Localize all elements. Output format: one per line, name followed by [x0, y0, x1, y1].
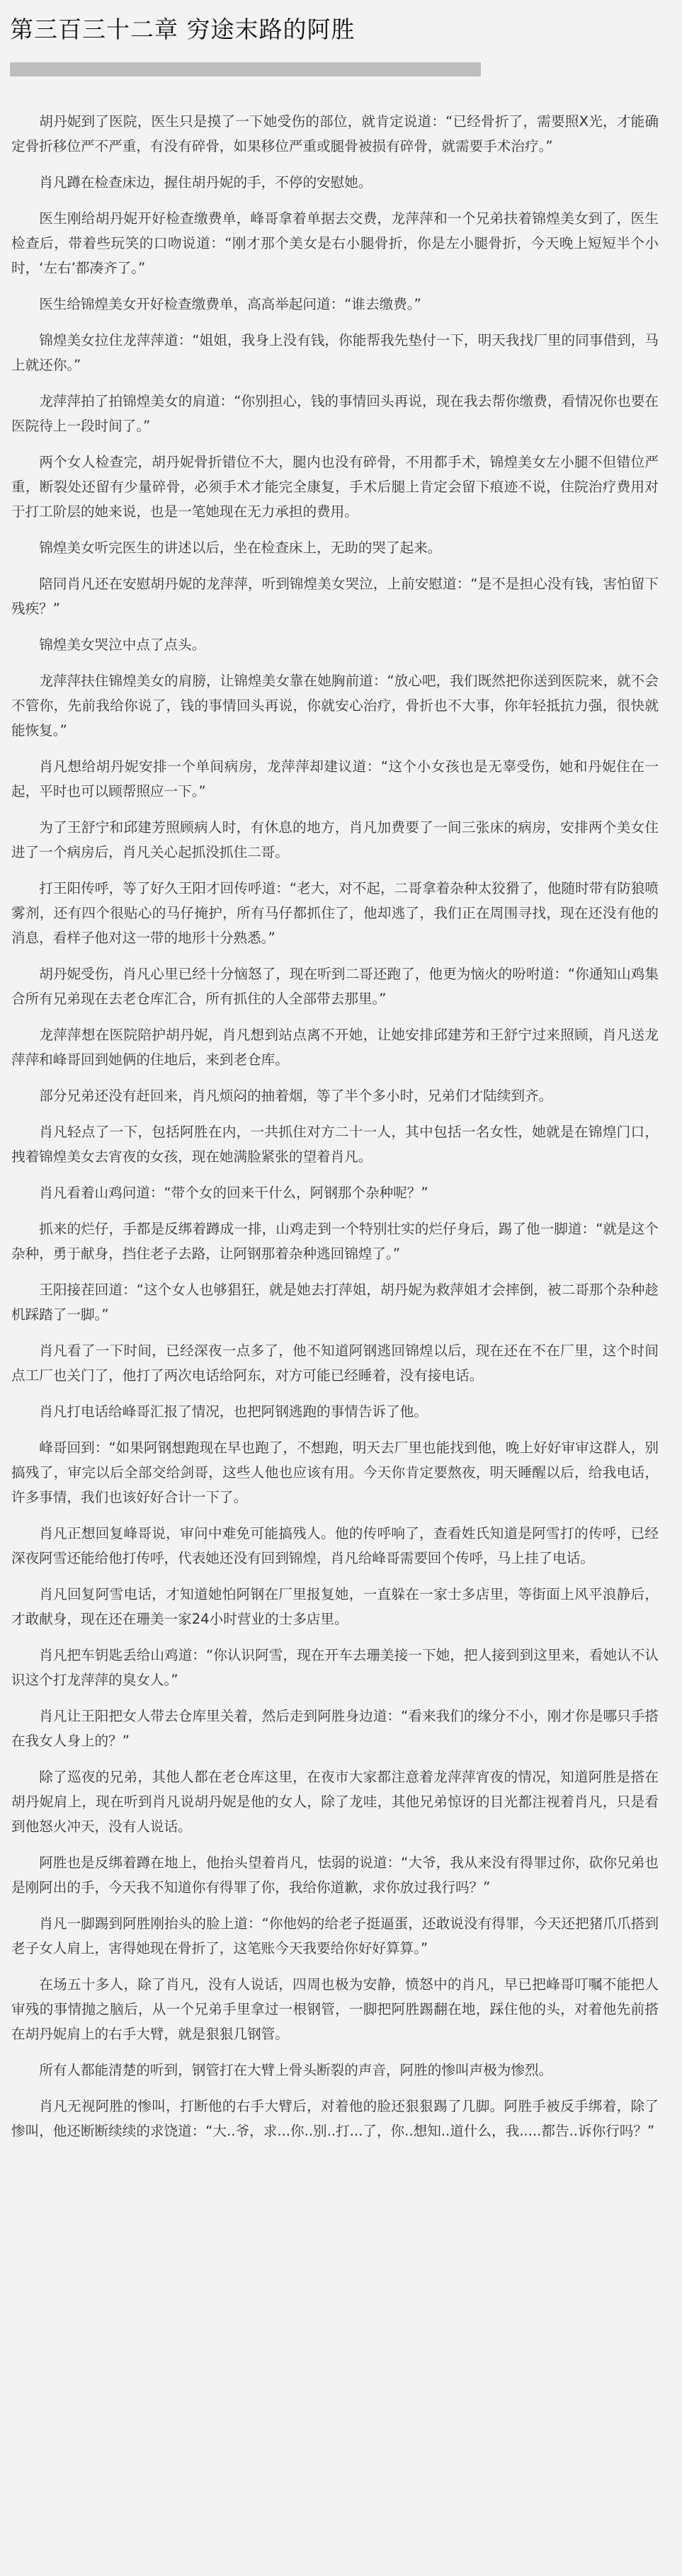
paragraph: 肖凡轻点了一下，包括阿胜在内，一共抓住对方二十一人，其中包括一名女性，她就是在锦煌门口，拽着锦煌美女去宵夜的女孩，现在她满脸紧张的望着肖凡。 [11, 1124, 659, 1165]
paragraph: 胡丹妮到了医院，医生只是摸了一下她受伤的部位，就肯定说道：“已经骨折了，需要照X光，才能确定骨折移位严不严重，有没有碎骨，如果移位严重或腿骨被损有碎骨，就需要手术治疗。” [11, 113, 659, 154]
paragraph: 阿胜也是反绑着蹲在地上，他抬头望着肖凡，怯弱的说道：“大爷，我从来没有得罪过你，砍你兄弟也是刚阿出的手，今天我不知道你有得罪了你，我给你道歉，求你放过我行吗？” [11, 1854, 659, 1896]
paragraph: 肖凡无视阿胜的惨叫，打断他的右手大臂后，对着他的脸还狠狠踢了几脚。阿胜手被反手绑着，除了惨叫，他还断断续续的求饶道：“大..爷，求...你..别..打...了，你..想知..道什么，我.....都告..诉你行吗？” [11, 2098, 659, 2139]
paragraph: 陪同肖凡还在安慰胡丹妮的龙萍萍，听到锦煌美女哭泣，上前安慰道：“是不是担心没有钱，害怕留下残疾？” [11, 576, 659, 617]
paragraph: 肖凡想给胡丹妮安排一个单间病房，龙萍萍却建议道：“这个小女孩也是无辜受伤，她和丹妮住在一起，平时也可以顾帮照应一下。” [11, 758, 659, 799]
title-divider-bar [10, 62, 481, 76]
paragraph: 打王阳传呼，等了好久王阳才回传呼道：“老大，对不起，二哥拿着杂种太狡猾了，他随时带有防狼喷雾剂，还有四个很贴心的马仔掩护，所有马仔都抓住了，他却逃了，我们正在周围寻找，现在还没有他的消息，看样子他对这一带的地形十分熟悉。” [11, 880, 659, 946]
paragraph: 为了王舒宁和邱建芳照顾病人时，有休息的地方，肖凡加费要了一间三张床的病房，安排两个美女住进了一个病房后，肖凡关心起抓没抓住二哥。 [11, 819, 659, 860]
paragraph: 在场五十多人，除了肖凡，没有人说话，四周也极为安静，愤怒中的肖凡，早已把峰哥叮嘱不能把人审残的事情抛之脑后，从一个兄弟手里拿过一根钢管，一脚把阿胜踢翻在地，踩住他的头，对着他先前搭在胡丹妮肩上的右手大臂，就是狠狠几钢管。 [11, 1976, 659, 2042]
paragraph: 龙萍萍扶住锦煌美女的肩膀，让锦煌美女靠在她胸前道：“放心吧，我们既然把你送到医院来，就不会不管你，先前我给你说了，钱的事情回头再说，你就安心治疗，骨折也不大事，你年轻抵抗力强，很快就能恢复。” [11, 673, 659, 739]
paragraph: 龙萍萍想在医院陪护胡丹妮，肖凡想到站点离不开她，让她安排邱建芳和王舒宁过来照顾，肖凡送龙萍萍和峰哥回到她俩的住地后，来到老仓库。 [11, 1027, 659, 1068]
paragraph: 抓来的烂仔，手都是反绑着蹲成一排，山鸡走到一个特别壮实的烂仔身后，踢了他一脚道：“就是这个杂种，勇于献身，挡住老子去路，让阿钢那着杂种逃回锦煌了。” [11, 1221, 659, 1262]
paragraph: 除了巡夜的兄弟，其他人都在老仓库这里，在夜市大家都注意着龙萍萍宵夜的情况，知道阿胜是搭在胡丹妮肩上，现在听到肖凡说胡丹妮是他的女人，除了龙哇，其他兄弟惊讶的目光都注视着肖凡，只是看到他怒火冲天，没有人说话。 [11, 1769, 659, 1835]
paragraph: 肖凡回复阿雪电话，才知道她怕阿钢在厂里报复她，一直躲在一家士多店里，等街面上风平浪静后，才敢献身，现在还在珊美一家24小时营业的士多店里。 [11, 1586, 659, 1627]
paragraph: 医生给锦煌美女开好检查缴费单，高高举起问道：“谁去缴费。” [39, 296, 421, 312]
paragraph: 锦煌美女哭泣中点了点头。 [39, 637, 206, 653]
paragraph: 肖凡一脚踢到阿胜刚抬头的脸上道：“你他妈的给老子挺逼蛋，还敢说没有得罪，今天还把猪爪爪搭到老子女人肩上，害得她现在骨折了，这笔账今天我要给你好好算算。” [11, 1915, 659, 1956]
paragraph: 所有人都能清楚的听到，钢管打在大臂上骨头断裂的声音，阿胜的惨叫声极为惨烈。 [39, 2062, 553, 2078]
paragraph: 龙萍萍拍了拍锦煌美女的肩道：“你别担心，钱的事情回头再说，现在我去帮你缴费，看情况你也要在医院待上一段时间了。” [11, 393, 659, 434]
paragraph: 锦煌美女听完医生的讲述以后，坐在检查床上，无助的哭了起来。 [39, 540, 442, 556]
paragraph: 王阳接茬回道：“这个女人也够猖狂，就是她去打萍姐，胡丹妮为救萍姐才会摔倒，被二哥那个杂种趁机踩踏了一脚。” [11, 1282, 659, 1323]
chapter-title: 第三百三十二章 穷途末路的阿胜 [10, 16, 356, 43]
paragraph: 胡丹妮受伤，肖凡心里已经十分恼怒了，现在听到二哥还跑了，他更为恼火的吩咐道：“你通知山鸡集合所有兄弟现在去老仓库汇合，所有抓住的人全部带去那里。” [11, 966, 659, 1007]
paragraph: 峰哥回到：“如果阿钢想跑现在早也跑了，不想跑，明天去厂里也能找到他，晚上好好审审这群人，别搞残了，审完以后全部交给剑哥，这些人他也应该有用。今天你肯定要熬夜，明天睡醒以后，给我电话，许多事情，我们也该好好合计一下了。 [11, 1440, 659, 1505]
chapter-body [11, 109, 659, 2143]
paragraph: 两个女人检查完，胡丹妮骨折错位不大，腿内也没有碎骨，不用都手术，锦煌美女左小腿不但错位严重，断裂处还留有少量碎骨，必须手术才能完全康复，手术后腿上肯定会留下痕迹不说，住院治疗费用对于打工阶层的她来说，也是一笔她现在无力承担的费用。 [11, 454, 659, 520]
paragraph: 肖凡看着山鸡问道：“带个女的回来干什么，阿钢那个杂种呢？” [39, 1185, 428, 1201]
paragraph: 肖凡把车钥匙丢给山鸡道：“你认识阿雪，现在开车去珊美接一下她，把人接到到这里来，看她认不认识这个打龙萍萍的臭女人。” [11, 1647, 659, 1688]
paragraph: 锦煌美女拉住龙萍萍道：“姐姐，我身上没有钱，你能帮我先垫付一下，明天我找厂里的同事借到，马上就还你。” [11, 332, 659, 373]
paragraph: 肖凡看了一下时间，已经深夜一点多了，他不知道阿钢逃回锦煌以后，现在还在不在厂里，这个时间点工厂也关门了，他打了两次电话给阿东，对方可能已经睡着，没有接电话。 [11, 1343, 659, 1384]
paragraph: 肖凡打电话给峰哥汇报了情况，也把阿钢逃跑的事情告诉了他。 [39, 1403, 428, 1420]
paragraph: 肖凡让王阳把女人带去仓库里关着，然后走到阿胜身边道：“看来我们的缘分不小，刚才你是哪只手搭在我女人身上的？” [11, 1708, 659, 1749]
paragraph: 肖凡蹲在检查床边，握住胡丹妮的手，不停的安慰她。 [39, 174, 373, 190]
paragraph: 医生刚给胡丹妮开好检查缴费单，峰哥拿着单据去交费，龙萍萍和一个兄弟扶着锦煌美女到了，医生检查后，带着些玩笑的口吻说道：“刚才那个美女是右小腿骨折，你是左小腿骨折，今天晚上短短半个小时，‘左右’都凑齐了。” [11, 210, 659, 276]
paragraph: 肖凡正想回复峰哥说，审问中难免可能搞残人。他的传呼响了，查看姓氏知道是阿雪打的传呼，已经深夜阿雪还能给他打传呼，代表她还没有回到锦煌，肖凡给峰哥需要回个传呼，马上挂了电话。 [11, 1525, 659, 1566]
paragraph: 部分兄弟还没有赶回来，肖凡烦闷的抽着烟，等了半个多小时，兄弟们才陆续到齐。 [39, 1088, 553, 1104]
